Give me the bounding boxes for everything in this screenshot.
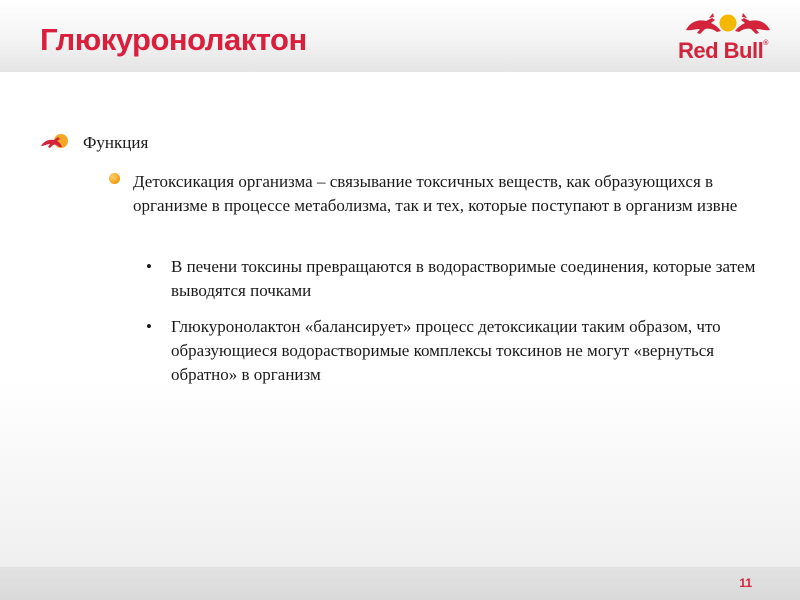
sub-bullet-marker: • xyxy=(146,257,152,276)
logo-wordmark xyxy=(678,38,778,64)
red-bull-logo xyxy=(678,10,778,66)
registered-mark: ® xyxy=(763,40,768,47)
red-bull-logo-icon xyxy=(682,10,774,40)
bull-sun-bullet-icon xyxy=(40,132,72,152)
slide-title: Глюкуронолактон xyxy=(40,22,307,57)
sub-bullet-marker: • xyxy=(146,317,152,336)
footer-band xyxy=(0,567,800,600)
section-heading: Функция xyxy=(83,133,149,152)
main-paragraph: Детоксикация организма – связывание токсичных веществ, как образующихся в организме в процессе метаболизма, так и тех, которые поступают в организм извне xyxy=(133,172,738,215)
page-number: 11 xyxy=(739,576,752,590)
logo-wordmark-text: Red Bull xyxy=(678,38,764,63)
subpoint-2: Глюкуронолактон «балансирует» процесс детоксикации таким образом, что образующиеся водорастворимые комплексы токсинов не могут «вернуться обратно» в организм xyxy=(171,317,721,384)
orange-dot-bullet-icon xyxy=(109,173,120,184)
subpoint-1: В печени токсины превращаются в водорастворимые соединения, которые затем выводятся почками xyxy=(171,257,756,300)
